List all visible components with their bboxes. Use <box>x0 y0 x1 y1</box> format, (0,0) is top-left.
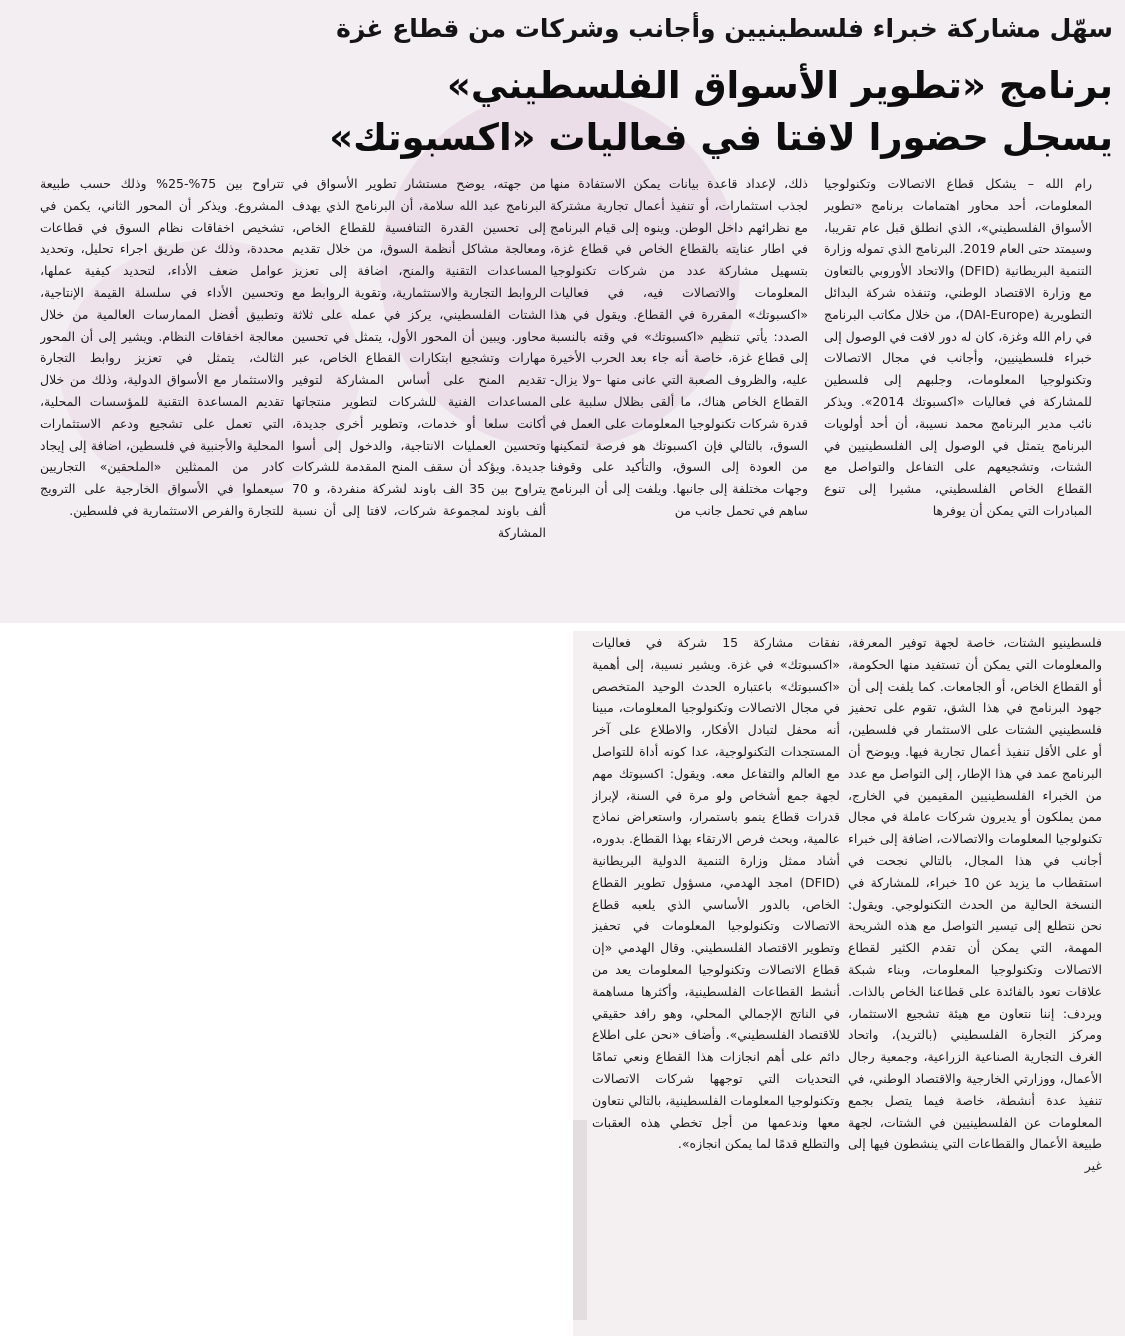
column-text: رام الله – يشكل قطاع الاتصالات وتكنولوجيا المعلومات، أحد محاور اهتمامات برنامج «تطوير الأسواق الفلسطيني»، الذي انطلق قبل عام تقريبا، وسيمتد حتى العام 2019. البرنامج الذي تموله وزارة التنمية البريطانية (DFID) والاتحاد الأوروبي بالتعاون مع وزارة الاقتصاد الوطني، وتنفذه شركة البدائل التطويرية (DAI-Europe)، من خلال مكاتب البرنامج في رام الله وغزة، كان له دور لافت في الوصول إلى خبراء فلسطينيين، وأجانب في مجال الاتصالات وتكنولوجيا المعلومات، وجلبهم إلى فلسطين للمشاركة في فعاليات «اكسبوتك 2014». ويذكر نائب مدير البرنامج محمد نسيبة، أن أحد أولويات البرنامج يتمثل في الوصول إلى الفلسطينيين في الشتات، وتشجيعهم على التفاعل والتواصل مع القطاع الخاص الفلسطيني، مشيرا إلى تنوع المبادرات التي يمكن أن يوفرها <box>824 176 1092 518</box>
article-column-2 <box>550 173 808 619</box>
column-text: تتراوح بين 75%-25% وذلك حسب طبيعة المشروع. ويذكر أن المحور الثاني، يكمن في تشخيص اخفاقات نظام السوق في قطاعات محددة، وذلك عن طريق اجراء تحليل، وتحديد عوامل ضعف الأداء، لتحديد كيفية عملها، وتحسين الأداء في سلسلة القيمة الإنتاجية، وتطبيق أفضل الممارسات العالمية من خلال معالجة اخفاقات النظام. ويشير إلى أن المحور الثالث، يتمثل في تعزيز روابط التجارة والاستثمار مع الأسواق الدولية، وذلك من خلال تقديم المساعدة التقنية للمؤسسات المحلية، التي تعمل على تشجيع ودعم الاستثمارات المحلية والأجنبية في فلسطين، اضافة إلى إيجاد كادر من الممثلين «الملحقين» التجاريين سيعملوا في الأسواق الخارجية على الترويج للتجارة والفرص الاستثمارية في فلسطين. <box>40 176 284 518</box>
article-column-6 <box>592 632 840 1332</box>
article-kicker: سهّل مشاركة خبراء فلسطينيين وأجانب وشركات من قطاع غزة <box>336 14 1113 43</box>
article-column-5 <box>848 632 1102 1332</box>
article-column-4 <box>40 173 284 619</box>
newspaper-clipping-top <box>0 0 1125 623</box>
paper-fold-shadow <box>573 1120 587 1320</box>
column-text: من جهته، يوضح مستشار تطوير الأسواق في البرنامج عبد الله سلامة، أن البرنامج الذي يهدف إلى تحسين القدرة التنافسية للقطاع الخاص، ومعالجة مشاكل أنظمة السوق، من خلال تقديم المساعدات التقنية والمنح، اضافة إلى تعزيز الروابط التجارية والاستثمارية، وتقوية الروابط مع الشتات الفلسطيني، يركز في عمله على ثلاثة محاور. ويبين أن المحور الأول، يتمثل في تحسين مهارات وتشجيع ابتكارات القطاع الخاص، عبر تقديم المنح على أساس المشاركة لتوفير المساعدات الفنية للشركات لتطوير منتجاتها أكانت سلعا أو خدمات، وتطوير أخرى جديدة، وتحسين العمليات الانتاجية، والدخول إلى أسوا جديدة. ويؤكد أن سقف المنح المقدمة للشركات يتراوح بين 35 الف باوند لشركة منفردة، و 70 ألف باوند لمجموعة شركات، لافتا إلى أن نسبة المشاركة <box>292 176 546 540</box>
article-column-3 <box>292 173 546 619</box>
headline-line-1: برنامج «تطوير الأسواق الفلسطيني» <box>447 64 1113 107</box>
article-column-1 <box>824 173 1092 619</box>
column-text: فلسطينيو الشتات، خاصة لجهة توفير المعرفة، والمعلومات التي يمكن أن تستفيد منها الحكومة، أو القطاع الخاص، أو الجامعات. كما يلفت إلى أن جهود البرنامج في هذا الشق، تقوم على تحفيز فلسطينيي الشتات على الاستثمار في فلسطين، أو على الأقل تنفيذ أعمال تجارية فيها. ويوضح أن البرنامج عمد في هذا الإطار، إلى التواصل مع عدد من الخبراء الفلسطينيين المقيمين في الخارج، ممن يملكون أو يديرون شركات عاملة في مجال تكنولوجيا المعلومات والاتصالات، اضافة إلى خبراء أجانب في هذا المجال، بالتالي نجحت في استقطاب ما يزيد عن 10 خبراء، للمشاركة في النسخة الحالية من الحدث التكنولوجي. ويقول: نحن نتطلع إلى تيسير التواصل مع هذه الشريحة المهمة، التي يمكن أن تقدم الكثير لقطاع الاتصالات وتكنولوجيا المعلومات، وبناء شبكة علاقات تعود بالفائدة على قطاعنا الخاص بالذات. ويردف: إننا نتعاون مع هيئة تشجيع الاستثمار، ومركز التجارة الفلسطيني (بالتريد)، واتحاد الغرف التجارية الصناعية الزراعية، وجمعية رجال الأعمال، ووزارتي الخارجية والاقتصاد الوطني، في تنفيذ عدة أنشطة، خاصة فيما يتصل بجمع المعلومات عن الفلسطينيين في الشتات، لجهة طبيعة الأعمال والقطاعات التي ينشطون فيها إلى غير <box>848 635 1102 1174</box>
column-text: نفقات مشاركة 15 شركة في فعاليات «اكسبوتك» في غزة. ويشير نسيبة، إلى أهمية «اكسبوتك» باعتباره الحدث الوحيد المتخصص في مجال الاتصالات وتكنولوجيا المعلومات، مبينا أنه محفل لتبادل الأفكار، والاطلاع على آخر المستجدات التكنولوجية، عدا كونه أداة للتواصل مع العالم والتفاعل معه. ويقول: اكسبوتك مهم لجهة جمع أشخاص ولو مرة في السنة، لإبراز قدرات قطاع ينمو باستمرار، واستعراض نماذج عالمية، وبحث فرص الارتقاء بهذا القطاع. بدوره، أشاد ممثل وزارة التنمية الدولية البريطانية (DFID) امجد الهدمي، مسؤول تطوير القطاع الخاص، بالدور الأساسي الذي يلعبه قطاع الاتصالات وتكنولوجيا المعلومات في تحفيز وتطوير الاقتصاد الفلسطيني. وقال الهدمي «إن قطاع الاتصالات وتكنولوجيا المعلومات يعد من أنشط القطاعات الفلسطينية، وأكثرها مساهمة في الناتج الإجمالي المحلي، وهو رافد حقيقي للاقتصاد الفلسطيني». وأضاف «نحن على اطلاع دائم على أهم انجازات هذا القطاع ونعي تمامًا التحديات التي توجهها شركات الاتصالات وتكنولوجيا المعلومات الفلسطينية، بالتالي نتعاون معها وندعمها من أجل تخطي هذه العقبات والتطلع قدمًا لما يمكن انجازه». <box>592 635 840 1152</box>
headline-line-2: يسجل حضورا لافتا في فعاليات «اكسبوتك» <box>329 116 1113 159</box>
column-text: ذلك، لإعداد قاعدة بيانات يمكن الاستفادة منها لجذب استثمارات، أو تنفيذ أعمال تجارية مشتركة مع نظرائهم داخل الوطن. وينوه إلى قيام البرنامج في اطار عنايته بالقطاع الخاص في قطاع غزة، بتسهيل مشاركة عدد من شركات تكنولوجيا المعلومات والاتصالات فيه، في فعاليات «اكسبوتك» المقررة في القطاع. ويقول في هذا الصدد: يأتي تنظيم «اكسبوتك» في وقته بالنسبة إلى قطاع غزة، خاصة أنه جاء بعد الحرب الأخيرة عليه، والظروف الصعبة التي عانى منها –ولا يزال- القطاع الخاص هناك، ما ألقى بظلال سلبية على قدرة شركات تكنولوجيا المعلومات على العمل في السوق، بالتالي فإن اكسبوتك هو فرصة لتمكينها من العودة إلى السوق، والتأكيد على وقوفنا وجهات مختلفة إلى جانبها. ويلفت إلى أن البرنامج ساهم في تحمل جانب من <box>550 176 808 518</box>
